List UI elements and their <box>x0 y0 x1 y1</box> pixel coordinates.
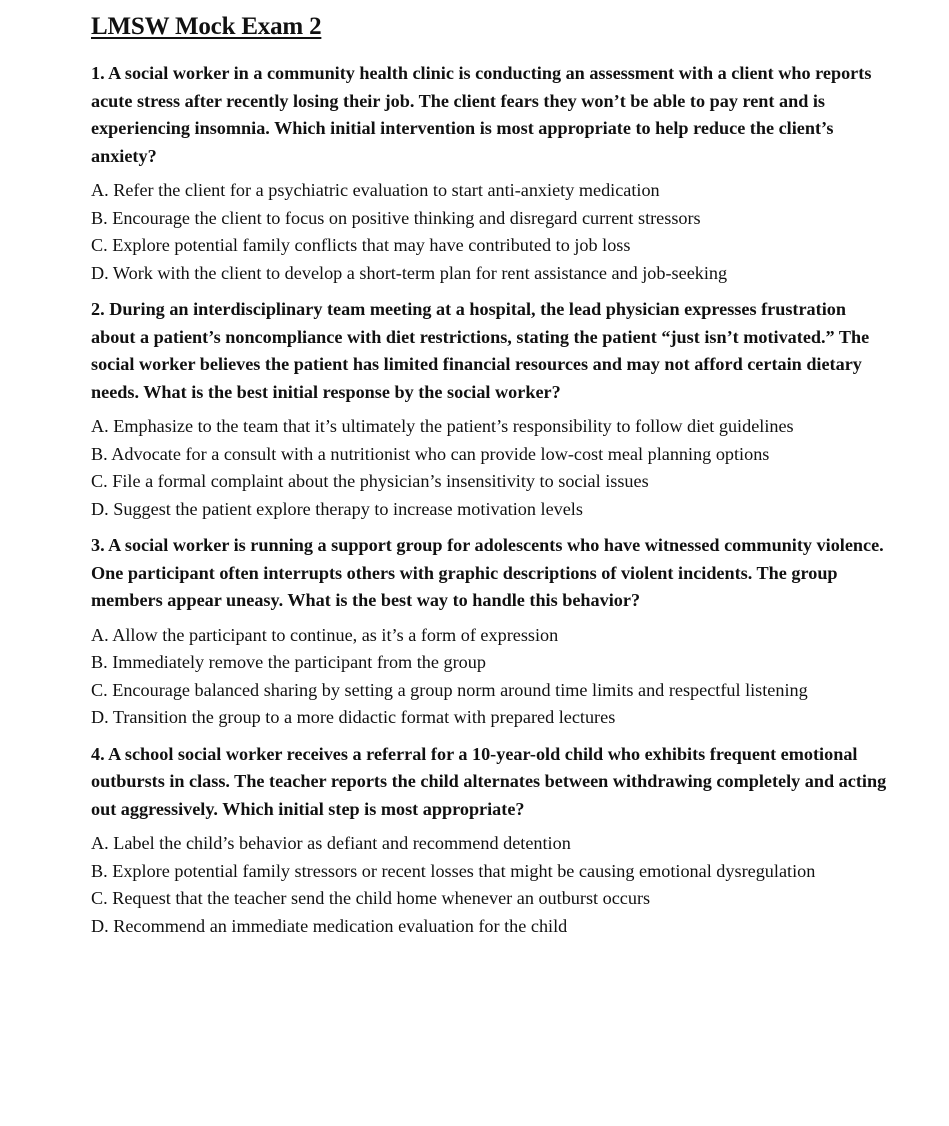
answer-option-a: A. Label the child’s behavior as defiant and recommend detention <box>91 833 571 853</box>
answer-option-d: D. Work with the client to develop a short-term plan for rent assistance and job-seeking <box>91 262 728 283</box>
question-2 <box>91 296 891 523</box>
answer-option-d: D. Suggest the patient explore therapy to increase motivation levels <box>91 498 583 519</box>
question-3 <box>91 532 891 732</box>
question-stem: 1. A social worker in a community health clinic is conducting an assessment with a client who reports acute stress after recently losing their job. The client fears they won’t be able to pay rent and is experiencing insomnia. Which initial intervention is most appropriate to help reduce the client’s anxiety? <box>91 63 872 166</box>
answer-option-c: C. Request that the teacher send the child home whenever an outburst occurs <box>91 888 651 908</box>
answer-option-a: A. Allow the participant to continue, as it’s a form of expression <box>91 624 559 645</box>
question-1 <box>91 60 891 287</box>
question-4 <box>91 741 891 941</box>
answer-option-b: B. Immediately remove the participant from the group <box>91 652 486 672</box>
question-stem: 4. A school social worker receives a referral for a 10-year-old child who exhibits frequent emotional outbursts in class. The teacher reports the child alternates between withdrawing completely and acting out aggressively. Which initial step is most appropriate? <box>91 743 887 819</box>
answer-option-d: D. Recommend an immediate medication evaluation for the child <box>91 915 568 936</box>
answer-options <box>91 413 891 523</box>
question-stem: 3. A social worker is running a support group for adolescents who have witnessed community violence. One participant often interrupts others with graphic descriptions of violent incidents. The group members appear uneasy. What is the best way to handle this behavior? <box>91 535 884 610</box>
answer-option-a: A. Emphasize to the team that it’s ultimately the patient’s responsibility to follow diet guidelines <box>91 416 794 436</box>
answer-option-b: B. Advocate for a consult with a nutritionist who can provide low-cost meal planning options <box>91 443 770 464</box>
answer-option-b: B. Explore potential family stressors or recent losses that might be causing emotional dysregulation <box>91 860 816 881</box>
answer-option-d: D. Transition the group to a more didactic format with prepared lectures <box>91 707 616 727</box>
answer-options <box>91 830 891 940</box>
answer-option-c: C. Encourage balanced sharing by setting a group norm around time limits and respectful listening <box>91 679 808 700</box>
answer-option-b: B. Encourage the client to focus on positive thinking and disregard current stressors <box>91 207 701 228</box>
answer-options <box>91 177 891 287</box>
answer-option-c: C. File a formal complaint about the physician’s insensitivity to social issues <box>91 471 649 491</box>
answer-option-a: A. Refer the client for a psychiatric evaluation to start anti-anxiety medication <box>91 180 660 200</box>
answer-option-c: C. Explore potential family conflicts that may have contributed to job loss <box>91 235 631 255</box>
document-title: LMSW Mock Exam 2 <box>91 13 322 40</box>
question-stem: 2. During an interdisciplinary team meeting at a hospital, the lead physician expresses frustration about a patient’s noncompliance with diet restrictions, stating the patient “just isn’t motivated.” The social worker believes the patient has limited financial resources and may not afford certain dietary needs. What is the best initial response by the social worker? <box>91 299 870 402</box>
answer-options <box>91 622 891 732</box>
